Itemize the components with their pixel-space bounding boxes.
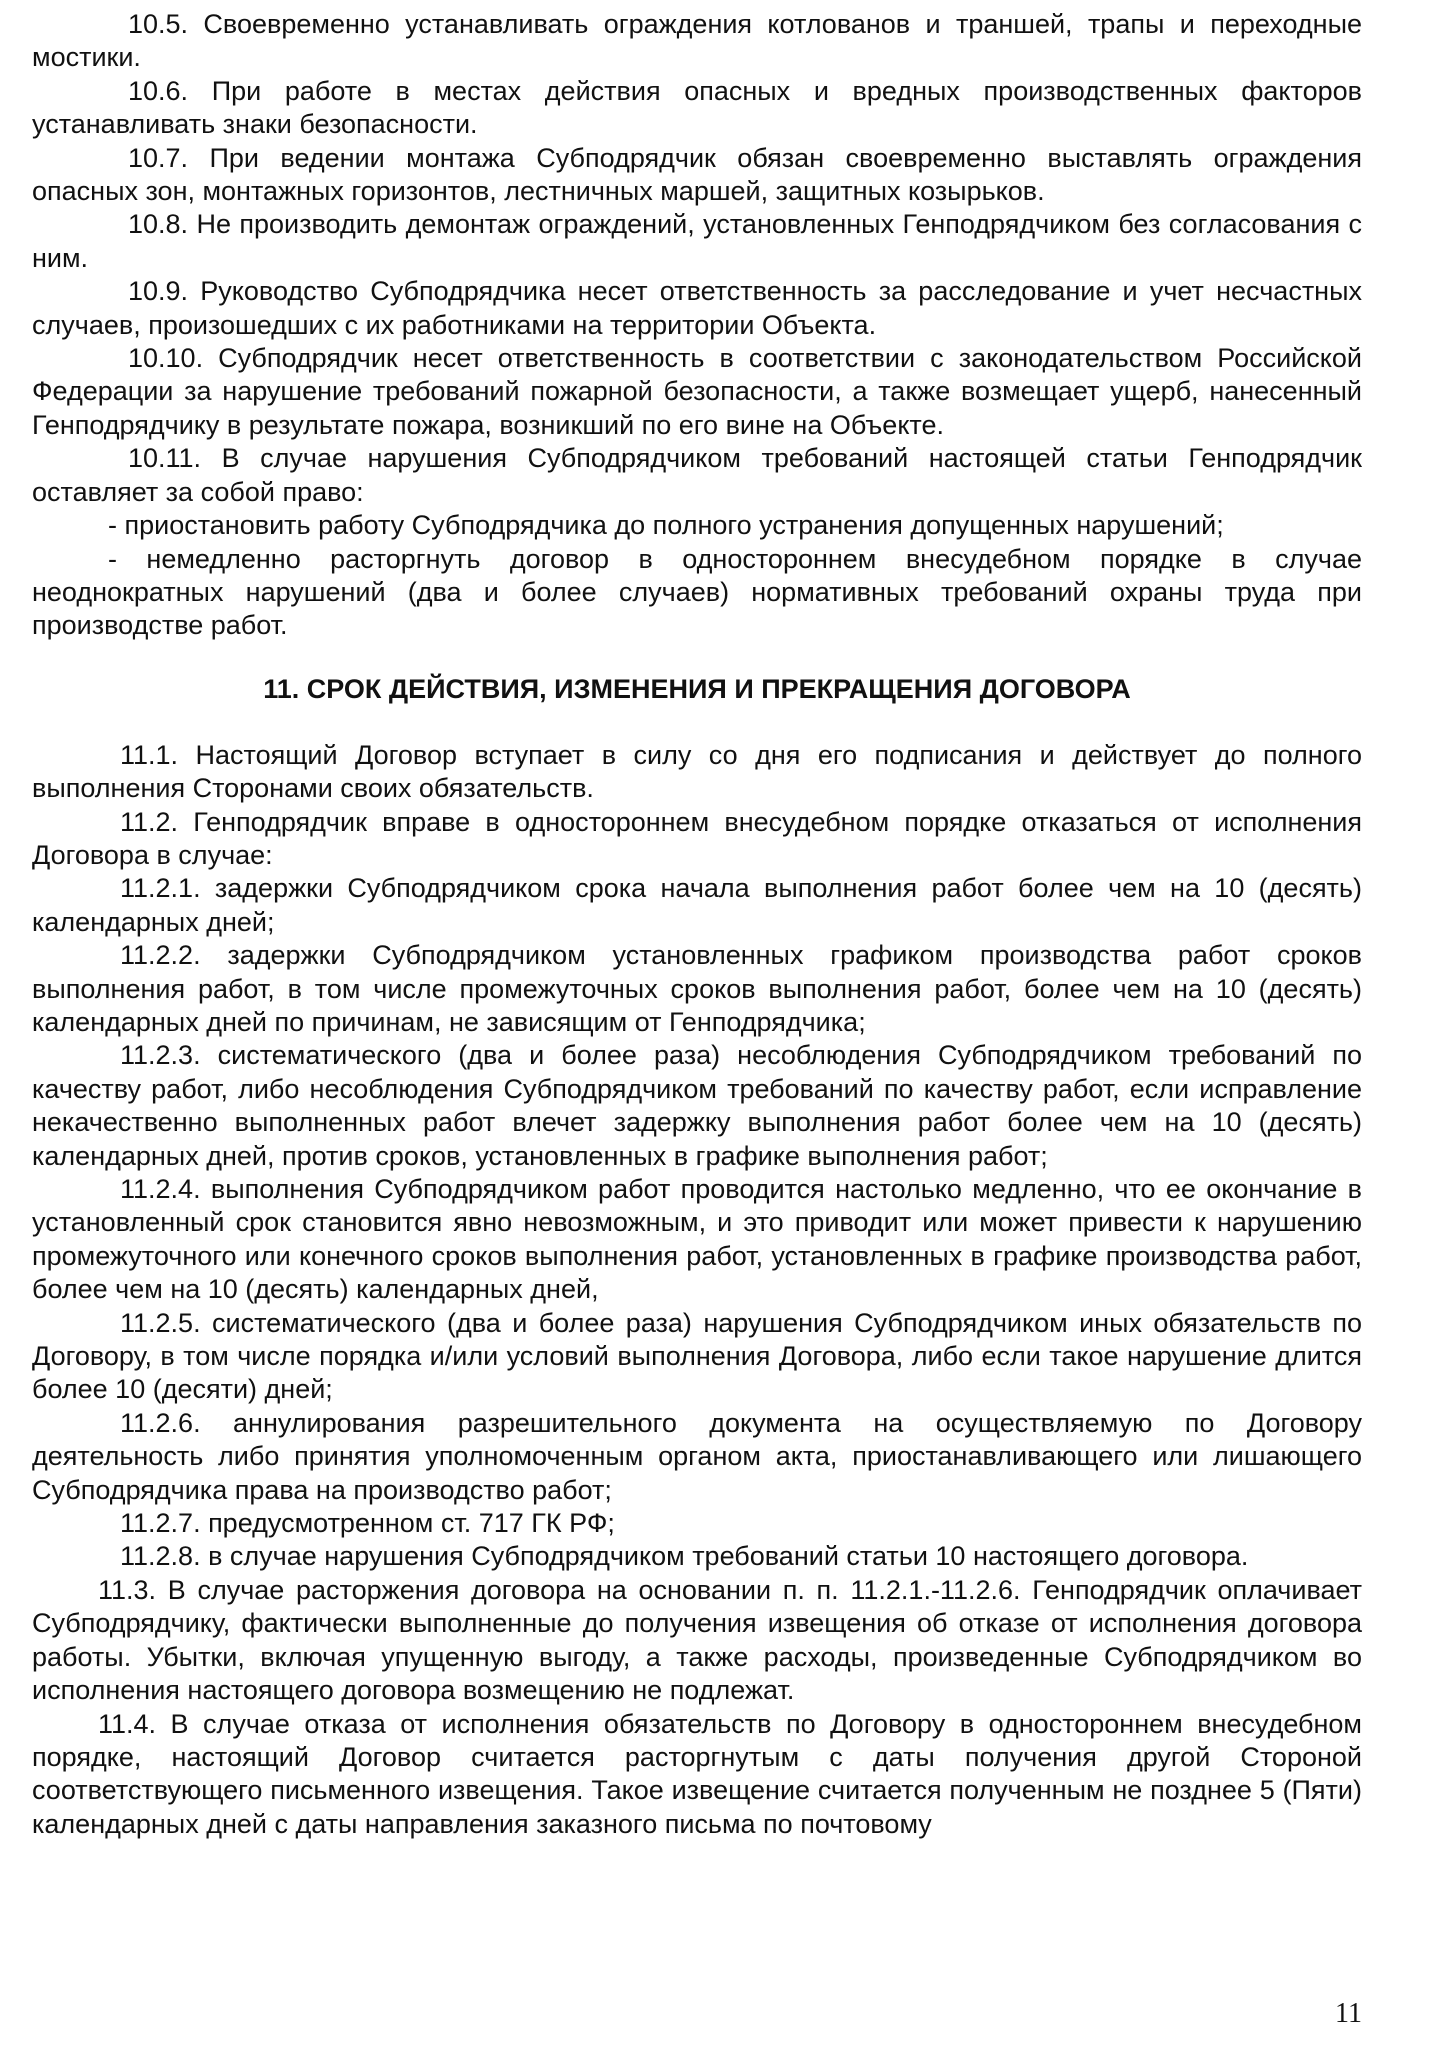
clause-10-11-bullet-1: - приостановить работу Субподрядчика до полного устранения допущенных нарушений; xyxy=(108,510,1224,541)
clause-11-2-1: 11.2.1. задержки Субподрядчиком срока начала выполнения работ более чем на 10 (десять) календарных дней; xyxy=(32,873,1362,937)
clause-11-2-3: 11.2.3. систематического (два и более раза) несоблюдения Субподрядчиком требований по качеству работ, либо несоблюдения Субподрядчиком требований по качеству работ, если исправление некачественно выполненных работ влечет задержку выполнения работ более чем на 10 (десять) календарных дней, против сроков, установленных в графике выполнения работ; xyxy=(32,1040,1362,1171)
page-number: 11 xyxy=(1335,1998,1362,2029)
clause-11-3: 11.3. В случае расторжения договора на основании п. п. 11.2.1.-11.2.6. Генподрядчик оплачивает Субподрядчику, фактически выполненные до получения извещения об отказе от исполнения договора работы. Убытки, включая упущенную выгоду, а также расходы, произведенные Субподрядчиком во исполнения настоящего договора возмещению не подлежат. xyxy=(32,1574,1362,1706)
section-11-heading: 11. СРОК ДЕЙСТВИЯ, ИЗМЕНЕНИЯ И ПРЕКРАЩЕНИЯ ДОГОВОРА xyxy=(263,673,1131,704)
clause-10-6: 10.6. При работе в местах действия опасных и вредных производственных факторов устанавливать знаки безопасности. xyxy=(32,75,1362,140)
clause-10-9: 10.9. Руководство Субподрядчика несет ответственность за расследование и учет несчастных случаев, произошедших с их работниками на территории Объекта. xyxy=(32,276,1362,340)
clause-11-2-5: 11.2.5. систематического (два и более раза) нарушения Субподрядчиком иных обязательств по Договору, в том числе порядка и/или условий выполнения Договора, либо если такое нарушение длится более 10 (десяти) дней; xyxy=(32,1307,1362,1405)
clause-11-2: 11.2. Генподрядчик вправе в одностороннем внесудебном порядке отказаться от исполнения Договора в случае: xyxy=(32,806,1362,870)
clause-11-2-8: 11.2.8. в случае нарушения Субподрядчиком требований статьи 10 настоящего договора. xyxy=(120,1541,1249,1572)
clause-11-2-6: 11.2.6. аннулирования разрешительного документа на осуществляемую по Договору деятельность либо принятия уполномоченным органом акта, приостанавливающего или лишающего Субподрядчика права на производство работ; xyxy=(32,1407,1362,1505)
clause-11-1: 11.1. Настоящий Договор вступает в силу со дня его подписания и действует до полного выполнения Сторонами своих обязательств. xyxy=(32,739,1362,804)
clause-10-10: 10.10. Субподрядчик несет ответственность в соответствии с законодательством Российской Федерации за нарушение требований пожарной безопасности, а также возмещает ущерб, нанесенный Генподрядчику в результате пожара, возникший по его вине на Объекте. xyxy=(32,343,1362,440)
clause-11-4: 11.4. В случае отказа от исполнения обязательств по Договору в одностороннем внесудебном порядке, настоящий Договор считается расторгнутым с даты получения другой Стороной соответствующего письменного извещения. Такое извещение считается полученным не позднее 5 (Пяти) календарных дней с даты направления заказного письма по почтовому xyxy=(32,1708,1362,1839)
clause-10-5: 10.5. Своевременно устанавливать ограждения котлованов и траншей, трапы и переходные мостики. xyxy=(32,9,1362,73)
document-page xyxy=(32,8,1362,1841)
clause-11-2-7: 11.2.7. предусмотренном ст. 717 ГК РФ; xyxy=(120,1508,615,1539)
section-10-items xyxy=(32,8,1362,643)
section-11-items xyxy=(32,739,1362,1841)
clause-10-11: 10.11. В случае нарушения Субподрядчиком требований настоящей статьи Генподрядчик оставляет за собой право: xyxy=(32,443,1362,507)
clause-11-2-2: 11.2.2. задержки Субподрядчиком установленных графиком производства работ сроков выполнения работ, в том числе промежуточных сроков выполнения работ, более чем на 10 (десять) календарных дней по причинам, не зависящим от Генподрядчика; xyxy=(32,940,1362,1037)
clause-10-11-bullet-2: - немедленно расторгнуть договор в одностороннем внесудебном порядке в случае неоднократных нарушений (два и более случаев) нормативных требований охраны труда при производстве работ. xyxy=(32,543,1362,641)
clause-10-7: 10.7. При ведении монтажа Субподрядчик обязан своевременно выставлять ограждения опасных зон, монтажных горизонтов, лестничных маршей, защитных козырьков. xyxy=(32,142,1362,207)
clause-10-8: 10.8. Не производить демонтаж ограждений, установленных Генподрядчиком без согласования с ним. xyxy=(32,209,1362,273)
clause-11-2-4: 11.2.4. выполнения Субподрядчиком работ проводится настолько медленно, что ее окончание в установленный срок становится явно невозможным, и это приводит или может привести к нарушению промежуточного или конечного сроков выполнения работ, установленных в графике производства работ, более чем на 10 (десять) календарных дней, xyxy=(32,1174,1362,1305)
